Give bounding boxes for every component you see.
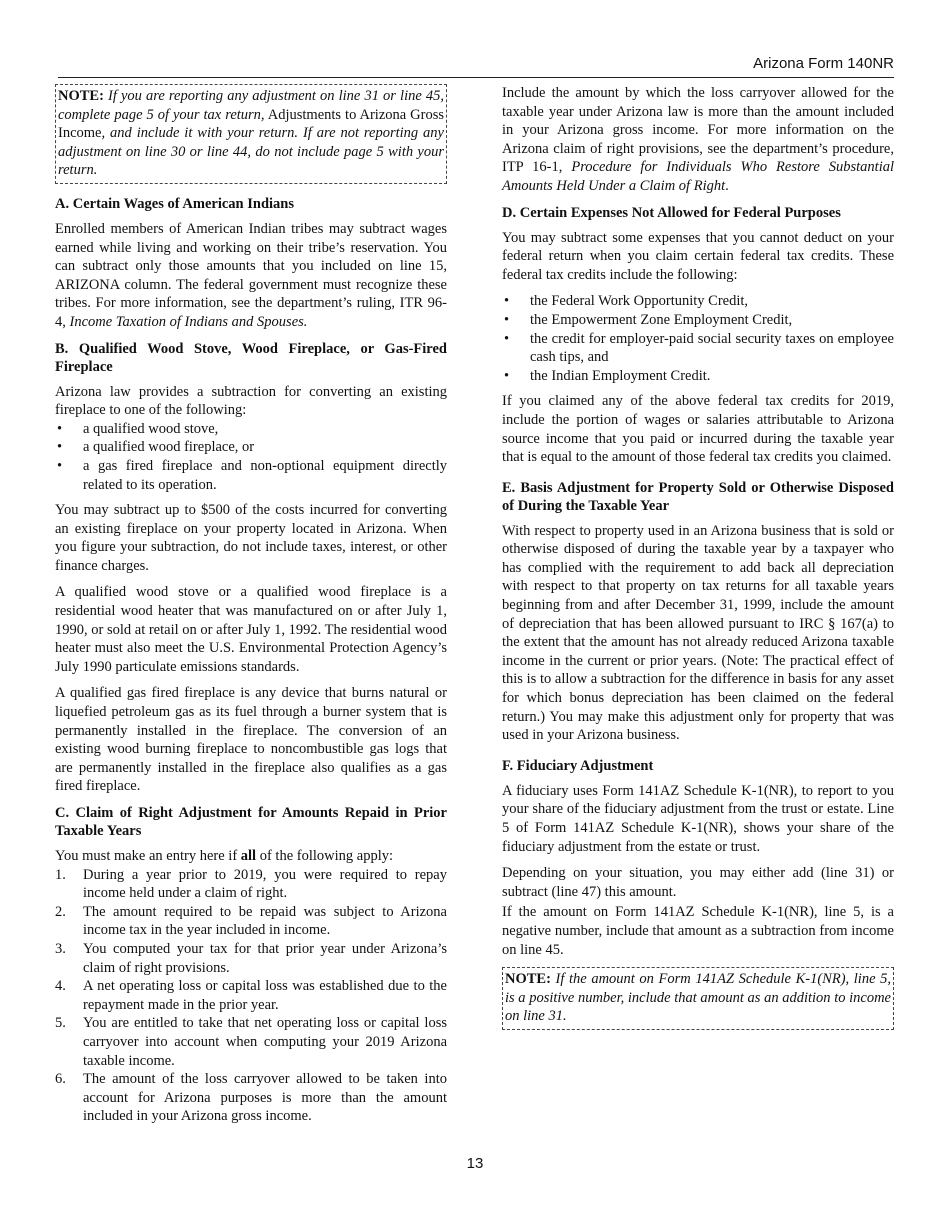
list-item: • the Empowerment Zone Employment Credit,: [502, 311, 894, 330]
list-item: • a gas fired fireplace and non-optional equipment directly related to its operation.: [55, 457, 447, 494]
heading-section-c: C. Claim of Right Adjustment for Amounts Repaid in Prior Taxable Years: [55, 805, 447, 839]
heading-section-d: D. Certain Expenses Not Allowed for Federal Purposes: [502, 204, 841, 221]
list-item: 6. The amount of the loss carryover allowed to be taken into account for Arizona purposes is more than the amount included in your Arizona gross income.: [55, 1071, 447, 1125]
section-d-paragraph-2: If you claimed any of the above federal tax credits for 2019, include the portion of wages or salaries attributable to Arizona source income that you paid or incurred during the taxable year that is equal to the amount of those federal tax credits you claimed.: [502, 393, 894, 466]
section-b-paragraph-4: A qualified gas fired fireplace is any device that burns natural or liquefied petroleum gas as its fuel through a burner system that is permanently installed in the fireplace. The conversion of an existing wood burning fireplace to noncombustible gas logs that are permanently installed in the fireplace also qualifies as a gas fired fireplace.: [55, 685, 447, 795]
list-item: 4. A net operating loss or capital loss was established due to the repayment made in the prior year.: [55, 978, 447, 1013]
list-item: 5. You are entitled to take that net operating loss or capital loss carryover into account when computing your 2019 Arizona taxable income.: [55, 1015, 447, 1069]
list-item: • the credit for employer-paid social security taxes on employee cash tips, and: [502, 330, 894, 367]
section-f-paragraph-1: A fiduciary uses Form 141AZ Schedule K-1(NR), to report to you your share of the fiduciary adjustment from the trust or estate. Line 5 of Form 141AZ Schedule K-1(NR), shows your share of the fiduciary adjustment from the estate or trust.: [502, 782, 894, 855]
list-item: 1. During a year prior to 2019, you were required to repay income held under a claim of right.: [55, 866, 447, 902]
section-c-conditions: [55, 866, 447, 1126]
section-b-bullets: [55, 420, 447, 494]
section-b-intro: Arizona law provides a subtraction for converting an existing fireplace to one of the following:: [55, 383, 447, 419]
section-c-continued: Include the amount by which the loss carryover allowed for the taxable year under Arizona law is more than the amount included in your Arizona gross income. For more information on the Arizona claim of right provisions, see the department’s procedure, ITP 16-1, Procedure for Individuals Who Restore Substantial Amounts Held Under a Claim of Right.: [502, 85, 894, 194]
section-f-paragraph-2: Depending on your situation, you may either add (line 31) or subtract (line 47) this amount.: [502, 865, 894, 900]
note-box-page5: [55, 84, 447, 184]
note-text-1: If you are reporting any adjustment on line 31 or line 45, complete page 5 of your tax return,: [58, 88, 445, 123]
section-e-paragraph: With respect to property used in an Arizona business that is sold or otherwise disposed of during the taxable year by a taxpayer who has complied with the requirement to add back all depreciation with respect to that property on tax returns for all taxable years beginning from and after December 31, 1999, include the amount of depreciation that has been allowed pursuant to IRC § 167(a) to the extent that the amount has not already reduced Arizona taxable income in the current or prior years. (Note: The practical effect of this is to allow a subtraction for the difference in basis for any asset for which bonus depreciation has been claimed on the federal return.) You may make this adjustment only for property that was used in your Arizona business.: [502, 522, 894, 744]
heading-section-f: F. Fiduciary Adjustment: [502, 757, 654, 774]
heading-section-a: A. Certain Wages of American Indians: [55, 195, 294, 212]
form-title: Arizona Form 140NR: [753, 55, 894, 72]
section-d-paragraph-1: You may subtract some expenses that you cannot deduct on your federal return when you claim certain federal tax credits. These federal tax credits include the following:: [502, 229, 894, 283]
list-item: 2. The amount required to be repaid was subject to Arizona income tax in the year included in income.: [55, 903, 447, 939]
list-item: • a qualified wood stove,: [55, 420, 447, 439]
list-item: 3. You computed your tax for that prior year under Arizona’s claim of right provisions.: [55, 940, 447, 976]
note-label: NOTE:: [505, 971, 551, 988]
section-a-paragraph: Enrolled members of American Indian tribes may subtract wages earned while living and working on their tribe’s reservation. You can subtract only those amounts that you included on line 15, ARIZONA column. The federal government must recognize these tribes. For more information, see the department’s ruling, ITR 96-4, Income Taxation of Indians and Spouses.: [55, 220, 447, 330]
section-b-paragraph-3: A qualified wood stove or a qualified wood fireplace is a residential wood heater that was manufactured on or after July 1, 1990, or sold at retail on or after July 1, 1992. The residential wood heater must also meet the U.S. Environmental Protection Agency’s July 1990 particulate emissions standards.: [55, 584, 447, 675]
right-column: [502, 84, 894, 1041]
note-text-3: , and include it with your return. If are not reporting any adjustment on line 30 or line 44, do not include page 5 with your return.: [58, 125, 444, 179]
note-text-2: Adjustments to Arizona Gross Income: [58, 106, 445, 142]
list-item: • the Federal Work Opportunity Credit,: [502, 292, 894, 311]
note-text: If the amount on Form 141AZ Schedule K-1(NR), line 5, is a positive number, include that amount as an addition to income on line 31.: [505, 971, 891, 1025]
list-item: • a qualified wood fireplace, or: [55, 438, 447, 457]
section-c-intro: You must make an entry here if all of the following apply:: [55, 848, 394, 864]
heading-section-e: E. Basis Adjustment for Property Sold or Otherwise Disposed of During the Taxable Year: [502, 479, 894, 514]
section-f-paragraph-3: If the amount on Form 141AZ Schedule K-1(NR), line 5, is a negative number, include that amount as a subtraction from income on line 45.: [502, 904, 894, 958]
heading-section-b: B. Qualified Wood Stove, Wood Fireplace, or Gas-Fired Fireplace: [55, 340, 447, 375]
page-header: [58, 55, 894, 78]
left-column: [55, 84, 447, 1126]
section-b-paragraph-2: You may subtract up to $500 of the costs incurred for converting an existing fireplace on your property located in Arizona. When you figure your subtraction, do not include taxes, interest, or other finance charges.: [55, 502, 447, 574]
page-number: 13: [466, 1155, 484, 1172]
note-box-fiduciary: [502, 967, 894, 1030]
section-d-bullets: [502, 292, 894, 385]
note-label: NOTE:: [58, 88, 104, 104]
list-item: • the Indian Employment Credit.: [502, 367, 894, 386]
